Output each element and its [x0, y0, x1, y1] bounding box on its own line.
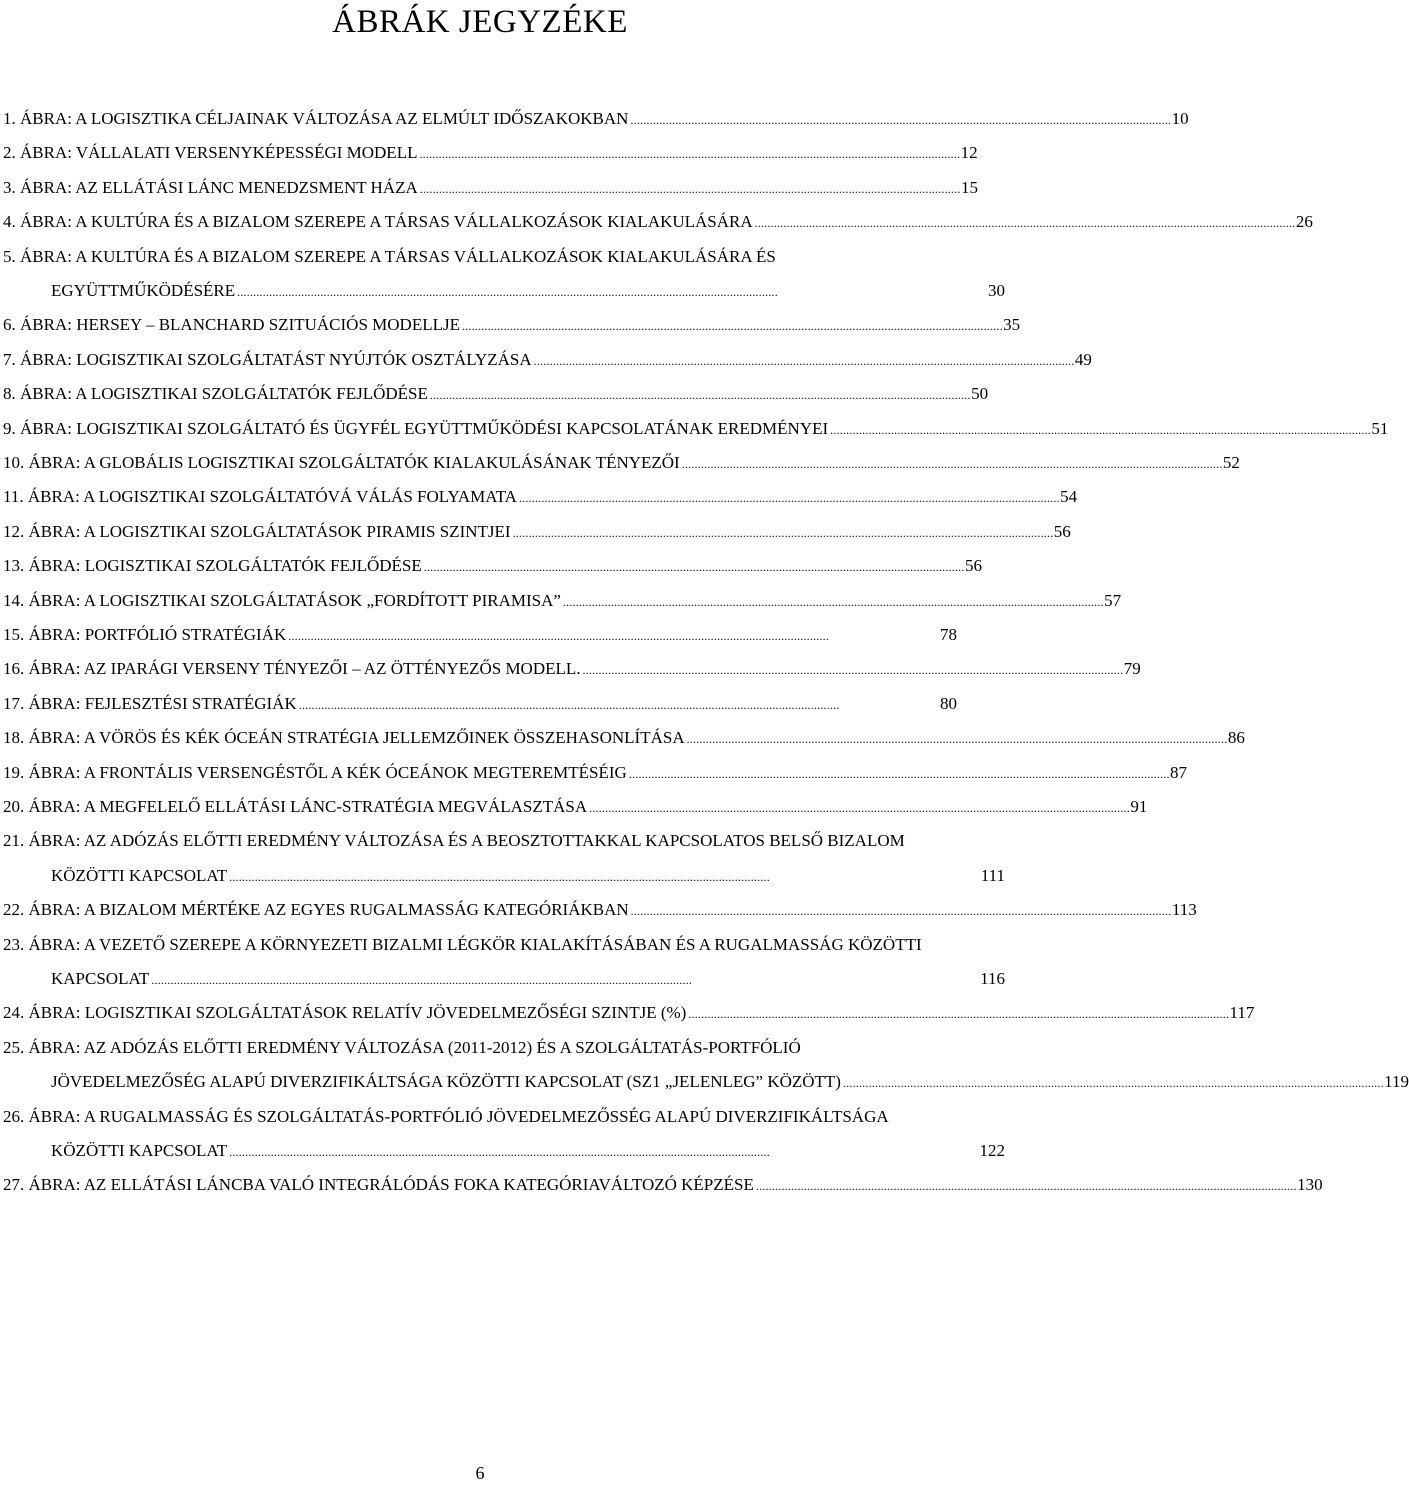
figure-entry-title: KAPCSOLAT — [51, 968, 150, 988]
figure-entry-title: 8. ÁBRA: A LOGISZTIKAI SZOLGÁLTATÓK FEJLŐDÉSE — [3, 384, 428, 404]
figure-entry-title: 24. ÁBRA: LOGISZTIKAI SZOLGÁLTATÁSOK RELATÍV JÖVEDELMEZŐSÉGI SZINTJE (%) — [3, 1003, 687, 1023]
figure-entry-page: 52 — [1222, 453, 1240, 472]
figure-entry-title: 21. ÁBRA: AZ ADÓZÁS ELŐTTI EREDMÉNY VÁLTOZÁSA ÉS A BEOSZTOTTAKKAL KAPCSOLATOS BELSŐ BIZALOM — [3, 831, 905, 851]
figure-entry-page: 86 — [1227, 728, 1245, 748]
figure-entry[interactable] — [3, 762, 1188, 785]
figure-entry[interactable] — [3, 211, 1313, 234]
figure-entry-title: 2. ÁBRA: VÁLLALATI VERSENYKÉPESSÉGI MODELL — [3, 143, 418, 163]
dot-leader — [237, 281, 986, 303]
dot-leader — [288, 625, 938, 647]
figure-entry-page: 30 — [988, 280, 1005, 300]
dot-leader — [631, 900, 1170, 922]
figure-entry-page: 116 — [980, 968, 1005, 988]
figure-entry-title: 10. ÁBRA: A GLOBÁLIS LOGISZTIKAI SZOLGÁLTATÓK KIALAKULÁSÁNAK TÉNYEZŐI — [3, 453, 680, 472]
figure-entry-page: 56 — [964, 556, 982, 576]
figure-entry-page: 35 — [1003, 315, 1021, 335]
figure-entry-title: 12. ÁBRA: A LOGISZTIKAI SZOLGÁLTATÁSOK PIRAMIS SZINTJEI — [3, 521, 511, 541]
dot-leader — [424, 556, 963, 578]
page-title: ÁBRÁK JEGYZÉKE — [332, 4, 628, 40]
dot-leader — [583, 659, 1122, 681]
dot-leader — [513, 522, 1052, 544]
figure-entry-title: 4. ÁBRA: A KULTÚRA ÉS A BIZALOM SZEREPE A TÁRSAS VÁLLALKOZÁSOK KIALAKULÁSÁRA — [3, 212, 753, 232]
figure-entry-page: 78 — [940, 625, 957, 644]
figure-entry[interactable] — [3, 246, 1005, 303]
figure-entry[interactable] — [3, 521, 1071, 544]
figure-entry[interactable] — [3, 693, 960, 716]
dot-leader — [830, 419, 1369, 441]
figure-entry-page: 122 — [979, 1140, 1005, 1160]
figure-entry-page: 87 — [1170, 762, 1188, 782]
figure-entry-title: 26. ÁBRA: A RUGALMASSÁG ÉS SZOLGÁLTATÁS-PORTFÓLIÓ JÖVEDELMEZŐSSÉG ALAPÚ DIVERZIFIKÁLTSÁGA — [3, 1106, 889, 1126]
figure-entry-title: 20. ÁBRA: A MEGFELELŐ ELLÁTÁSI LÁNC-STRATÉGIA MEGVÁLASZTÁSA — [3, 797, 588, 816]
figure-entry[interactable] — [3, 314, 1021, 337]
figure-entry-title: EGYÜTTMŰKÖDÉSÉRE — [51, 280, 236, 300]
figure-entry-page: 50 — [971, 384, 989, 404]
figure-entry[interactable] — [3, 177, 978, 200]
figure-entry-title: 5. ÁBRA: A KULTÚRA ÉS A BIZALOM SZEREPE A TÁRSAS VÁLLALKOZÁSOK KIALAKULÁSÁRA ÉS — [3, 246, 776, 266]
figure-entry-title: 22. ÁBRA: A BIZALOM MÉRTÉKE AZ EGYES RUGALMASSÁG KATEGÓRIÁKBAN — [3, 900, 629, 920]
dot-leader — [755, 212, 1294, 234]
figure-entry-title: 1. ÁBRA: A LOGISZTIKA CÉLJAINAK VÁLTOZÁSA AZ ELMÚLT IDŐSZAKOKBAN — [3, 109, 629, 128]
figure-entry[interactable] — [3, 1174, 1323, 1197]
dot-leader — [630, 109, 1169, 131]
dot-leader — [843, 1072, 1382, 1094]
dot-leader — [420, 178, 959, 200]
figure-entry[interactable] — [3, 624, 960, 647]
figure-entry[interactable] — [3, 108, 1189, 131]
dot-leader — [563, 591, 1102, 613]
figure-entry-page: 80 — [940, 693, 957, 713]
figure-entry[interactable] — [3, 452, 1240, 475]
figure-entry[interactable] — [3, 418, 1389, 441]
figure-entry-page: 49 — [1074, 349, 1092, 369]
figure-entry-title: 13. ÁBRA: LOGISZTIKAI SZOLGÁLTATÓK FEJLŐDÉSE — [3, 556, 422, 576]
figure-entry-title: 6. ÁBRA: HERSEY – BLANCHARD SZITUÁCIÓS MODELLJE — [3, 315, 460, 335]
figure-entry-title: 19. ÁBRA: A FRONTÁLIS VERSENGÉSTŐL A KÉK ÓCEÁNOK MEGTEREMTÉSÉIG — [3, 762, 627, 782]
figure-entry[interactable] — [3, 1037, 1409, 1094]
dot-leader — [688, 1003, 1227, 1025]
dot-leader — [462, 315, 1001, 337]
figure-entry-page: 51 — [1371, 418, 1389, 438]
figure-entry[interactable] — [3, 934, 1005, 991]
figure-entry-page: 10 — [1171, 109, 1189, 128]
dot-leader — [534, 350, 1073, 372]
figure-entry[interactable] — [3, 796, 1148, 819]
dot-leader — [299, 694, 938, 716]
dot-leader — [419, 143, 958, 165]
figure-entry-page: 54 — [1060, 487, 1078, 507]
page-number: 6 — [475, 1463, 485, 1483]
figure-entry[interactable] — [3, 555, 982, 578]
figure-entry[interactable] — [3, 658, 1141, 681]
figure-entry-title: KÖZÖTTI KAPCSOLAT — [51, 1140, 228, 1160]
figure-entry-page: 56 — [1053, 521, 1071, 541]
figure-entry-page: 130 — [1297, 1175, 1323, 1195]
figure-entry[interactable] — [3, 142, 978, 165]
figure-entry-page: 91 — [1130, 797, 1148, 816]
figure-entry[interactable] — [3, 486, 1078, 509]
dot-leader — [682, 453, 1221, 475]
dot-leader — [430, 384, 969, 406]
figure-entry[interactable] — [3, 899, 1197, 922]
figure-entry-title: 25. ÁBRA: AZ ADÓZÁS ELŐTTI EREDMÉNY VÁLTOZÁSA (2011-2012) ÉS A SZOLGÁLTATÁS-PORTFÓLIÓ — [3, 1037, 801, 1057]
figure-entry-title: 15. ÁBRA: PORTFÓLIÓ STRATÉGIÁK — [3, 625, 287, 644]
figure-entry-page: 113 — [1171, 900, 1197, 920]
figure-entry-title: 3. ÁBRA: AZ ELLÁTÁSI LÁNC MENEDZSMENT HÁZA — [3, 177, 418, 197]
figure-entry[interactable] — [3, 830, 1005, 887]
dot-leader — [756, 1175, 1295, 1197]
figure-entry-page: 119 — [1384, 1072, 1409, 1092]
figure-entry[interactable] — [3, 1002, 1255, 1025]
figure-entry-title: 9. ÁBRA: LOGISZTIKAI SZOLGÁLTATÓ ÉS ÜGYFÉL EGYÜTTMŰKÖDÉSI KAPCSOLATÁNAK EREDMÉNYEI — [3, 418, 829, 438]
figure-entry[interactable] — [3, 727, 1245, 750]
dot-leader — [229, 866, 979, 888]
dot-leader — [687, 728, 1226, 750]
figure-entry-page: 15 — [960, 177, 978, 197]
figure-entry[interactable] — [3, 383, 989, 406]
figure-entry-page: 111 — [980, 865, 1005, 885]
figure-entry-title: JÖVEDELMEZŐSÉG ALAPÚ DIVERZIFIKÁLTSÁGA KÖZÖTTI KAPCSOLAT (SZ1 „JELENLEG” KÖZÖTT) — [51, 1072, 841, 1092]
figure-entry-page: 26 — [1295, 212, 1313, 232]
figure-entry-title: KÖZÖTTI KAPCSOLAT — [51, 865, 228, 885]
figure-entry-page: 79 — [1123, 659, 1141, 679]
figure-entry-title: 23. ÁBRA: A VEZETŐ SZEREPE A KÖRNYEZETI BIZALMI LÉGKÖR KIALAKÍTÁSÁBAN ÉS A RUGALMASSÁG KÖZÖTTI — [3, 934, 922, 954]
figure-entry-page: 12 — [960, 143, 978, 163]
dot-leader — [151, 969, 978, 991]
dot-leader — [519, 487, 1058, 509]
figure-entry[interactable] — [3, 590, 1122, 613]
figure-entry-page: 117 — [1229, 1003, 1255, 1023]
figure-entry-title: 17. ÁBRA: FEJLESZTÉSI STRATÉGIÁK — [3, 693, 297, 713]
figure-entry[interactable] — [3, 1106, 1005, 1163]
figure-entry-title: 18. ÁBRA: A VÖRÖS ÉS KÉK ÓCEÁN STRATÉGIA JELLEMZŐINEK ÖSSZEHASONLÍTÁSA — [3, 728, 685, 748]
figure-entry-title: 27. ÁBRA: AZ ELLÁTÁSI LÁNCBA VALÓ INTEGRÁLÓDÁS FOKA KATEGÓRIAVÁLTOZÓ KÉPZÉSE — [3, 1175, 754, 1195]
dot-leader — [589, 797, 1128, 819]
figure-entry-title: 14. ÁBRA: A LOGISZTIKAI SZOLGÁLTATÁSOK „FORDÍTOTT PIRAMISA” — [3, 590, 561, 610]
dot-leader — [629, 763, 1168, 785]
figure-entry-title: 16. ÁBRA: AZ IPARÁGI VERSENY TÉNYEZŐI – AZ ÖTTÉNYEZŐS MODELL. — [3, 659, 581, 679]
figure-entry-title: 7. ÁBRA: LOGISZTIKAI SZOLGÁLTATÁST NYÚJTÓK OSZTÁLYZÁSA — [3, 349, 532, 369]
dot-leader — [229, 1141, 977, 1163]
figure-entry-title: 11. ÁBRA: A LOGISZTIKAI SZOLGÁLTATÓVÁ VÁLÁS FOLYAMATA — [3, 487, 517, 507]
figure-entry-page: 57 — [1104, 590, 1122, 610]
figure-entry[interactable] — [3, 349, 1092, 372]
